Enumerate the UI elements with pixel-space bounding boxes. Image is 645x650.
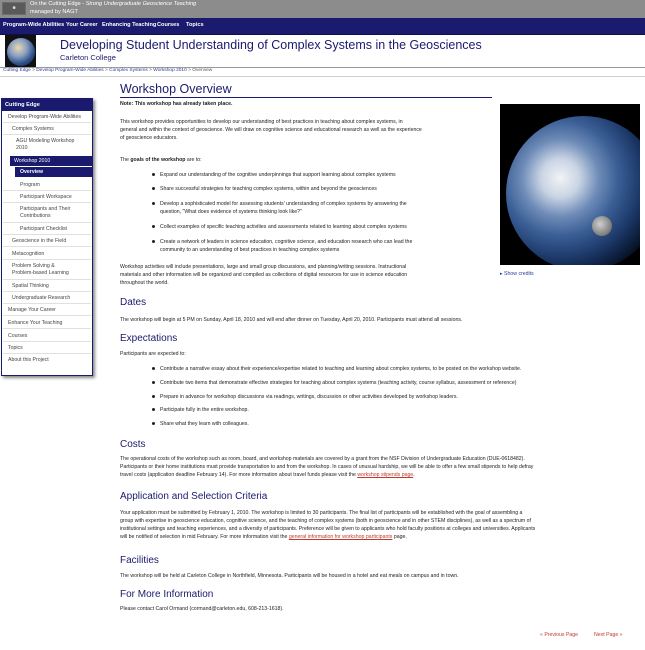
intro-paragraph (120, 118, 495, 142)
goals-bold: goals of the workshop (130, 157, 186, 163)
bullet-dot (152, 173, 155, 176)
sidebar-item-topics[interactable]: Topics (8, 345, 23, 351)
expectation-text: Participate fully in the entire workshop. (160, 407, 249, 413)
activities-paragraph (120, 263, 498, 287)
breadcrumb-separator: > (30, 68, 37, 73)
bullet-dot (152, 202, 155, 205)
costs-line-end: . (413, 472, 415, 478)
goal-text: Expand our understanding of the cognitive underpinnings that support learning about complex systems (160, 172, 396, 178)
nav-your-career[interactable]: Your Career (66, 22, 98, 28)
workshop-stipends-link[interactable]: workshop stipends page (357, 472, 414, 478)
expectation-text: Prepare in advance for workshop discussions via readings, writings, discussion or other activities developed by workshop leaders. (160, 394, 458, 400)
site-topbar (0, 0, 645, 18)
sidebar-item-workshop-2010[interactable]: Workshop 2010 (14, 158, 51, 164)
dates-heading: Dates (120, 297, 147, 308)
expectations-heading: Expectations (120, 333, 178, 344)
sidebar-divider (3, 303, 91, 304)
sidebar-item-contributions[interactable]: Contributions (20, 213, 51, 219)
sidebar-divider (3, 202, 91, 203)
breadcrumb-divider (0, 76, 645, 77)
page-title: Workshop Overview (120, 82, 232, 96)
sidebar-divider (3, 222, 91, 223)
sidebar-item-program[interactable]: Program (20, 182, 40, 188)
activities-line: throughout the world. (120, 280, 169, 286)
nav-program-wide-abilities[interactable]: Program-Wide Abilities (3, 22, 65, 28)
expectation-text: Contribute a narrative essay about their experience/expertise related to teaching and learning about complex systems, to be posted on the workshop website. (160, 366, 522, 372)
goal-text: Create a network of leaders in science education, cognitive science, and education research who can lead the (160, 239, 413, 245)
sidebar-divider (3, 190, 91, 191)
goal-text: Develop a sophisticated model for assessing students' understanding of complex systems by answering the (160, 201, 407, 207)
bullet-dot (152, 367, 155, 370)
sidebar-item-checklist[interactable]: Participant Checklist (20, 226, 67, 232)
intro-line: This workshop provides opportunities to develop our understanding of best practices in teaching about complex systems, in (120, 119, 403, 125)
goal-item (160, 185, 377, 193)
goal-text: Collect examples of specific teaching activities and assessments related to learning about complex systems (160, 224, 407, 230)
sidebar-divider (3, 279, 91, 280)
application-line: institutional settings and teaching experiences, and a diversity of participants. Preference will be given to applicants who hold faculty positions at colleges and universities. Applicants (120, 526, 536, 532)
sidebar-item-about[interactable]: About this Project (8, 357, 49, 363)
intro-line: of geoscience educators. (120, 135, 178, 141)
previous-page-link[interactable]: « Previous Page (540, 632, 579, 638)
sidebar-item-program-wide[interactable]: Develop Program-Wide Abilities (8, 114, 81, 120)
bullet-dot (152, 408, 155, 411)
sidebar-heading[interactable]: Cutting Edge (2, 99, 92, 111)
bullet-dot (152, 381, 155, 384)
sidebar-item-participants[interactable]: Participants and Their (20, 206, 71, 212)
goal-item (160, 238, 412, 254)
goals-prefix: The (120, 157, 131, 163)
costs-heading: Costs (120, 439, 146, 450)
top-nav (0, 18, 645, 35)
breadcrumb-link-cutting-edge[interactable]: Cutting Edge (3, 68, 31, 73)
sidebar-divider (3, 353, 91, 354)
costs-paragraph (120, 455, 533, 479)
general-information-link[interactable]: general information for workshop participants (288, 534, 393, 540)
managed-by[interactable]: managed by NAGT (30, 9, 78, 15)
costs-line-text: travel costs (application deadline February 14). For more information about travel funds please visit the (120, 472, 358, 478)
activities-line: materials and other information will be organized and compiled as collections of digital resources for use in science education (120, 272, 408, 278)
expectation-item (160, 379, 516, 387)
sidebar-divider (3, 315, 91, 316)
breadcrumb-separator: > (147, 68, 154, 73)
sidebar-item-geoscience-field[interactable]: Geoscience in the Field (12, 238, 67, 244)
breadcrumb-link-workshop-2010[interactable]: Workshop 2010 (153, 68, 187, 73)
page-header (0, 35, 645, 67)
sidebar-item-courses[interactable]: Courses (8, 333, 28, 339)
serc-logo[interactable] (2, 2, 26, 15)
sidebar-item-agu-modeling[interactable]: AGU Modeling Workshop (16, 138, 75, 144)
sidebar-item-spatial-thinking[interactable]: Spatial Thinking (12, 283, 49, 289)
costs-line (120, 471, 533, 479)
sidebar-item-metacognition[interactable]: Metacognition (12, 251, 45, 257)
expectations-intro: Participants are expected to: (120, 351, 186, 357)
site-title[interactable]: Developing Student Understanding of Complex Systems in the Geosciences (60, 38, 482, 52)
moon (592, 216, 612, 236)
sidebar-divider (3, 259, 91, 260)
nav-topics[interactable]: Topics (186, 22, 204, 28)
breadcrumb-current: Overview (192, 68, 213, 73)
sidebar-item-complex-systems[interactable]: Complex Systems (12, 126, 54, 132)
sidebar-divider (3, 328, 91, 329)
costs-line: The operational costs of the workshop such as room, board, and workshop materials are covered by a grant from the NSF Division of Undergraduate Education (DUE-0618482). (120, 456, 525, 462)
site-tagline[interactable] (30, 1, 196, 7)
application-line-text: will be notified of selection in mid February. For more information visit the (120, 534, 289, 540)
sidebar-nav (1, 98, 93, 376)
dates-text: The workshop will begin at 5 PM on Sunday, April 18, 2010 and will end after dinner on Tuesday, April 20, 2010. Participants must attend all sessions. (120, 317, 463, 323)
goal-text: question, "What does evidence of systems thinking look like?" (160, 209, 302, 215)
breadcrumb-link-program-wide[interactable]: Develop Program-Wide Abilities (36, 68, 104, 73)
costs-line: Participants or their home institutions must provide transportation to and from the workshop. In cases of unusual hardship, we will be able to offer a few small stipends to help defray (120, 464, 534, 470)
note-text: Note: This workshop has already taken place. (120, 101, 233, 107)
more-info-heading: For More Information (120, 589, 214, 600)
bullet-dot (152, 225, 155, 228)
facilities-text: The workshop will be held at Carleton College in Northfield, Minnesota. Participants will be housed in a hotel and eat meals on campus and in town. (120, 573, 459, 579)
sidebar-divider (3, 234, 91, 235)
earth-moon-photo (500, 104, 640, 265)
application-line-end: page. (392, 534, 407, 540)
expectation-item (160, 420, 249, 428)
breadcrumb-separator: > (103, 68, 110, 73)
expectation-item (160, 365, 521, 373)
nav-enhancing-teaching[interactable]: Enhancing Teaching (102, 22, 157, 28)
sidebar-item-problem-based[interactable]: Problem-based Learning (12, 270, 69, 276)
goals-intro (120, 156, 202, 164)
application-heading: Application and Selection Criteria (120, 491, 268, 502)
application-line: group with expertise in geoscience education, cognitive science, and the teaching of complex systems (both in geoscience and in other STEM disciplines), as well as a spectrum of (120, 518, 531, 524)
facilities-heading: Facilities (120, 555, 159, 566)
title-underline (120, 97, 492, 98)
goal-item (160, 171, 396, 179)
goal-text: community to an understanding of best practices in teaching complex systems (160, 247, 340, 253)
goal-item (160, 200, 407, 216)
bullet-dot (152, 240, 155, 243)
bullet-dot (152, 395, 155, 398)
goal-text: Share successful strategies for teaching complex systems, within and beyond the geosciences (160, 186, 377, 192)
sidebar-item-problem-solving[interactable]: Problem Solving & (12, 263, 55, 269)
intro-line: general and within the context of geoscience. We will draw on cognitive science and educational research as well as the experience (120, 127, 422, 133)
earth-globe (506, 116, 640, 265)
sidebar-item-overview[interactable]: Overview (20, 169, 44, 175)
breadcrumb-link-complex-systems[interactable]: Complex Systems (109, 68, 148, 73)
sidebar-divider (3, 341, 91, 342)
earth-graphic (7, 38, 35, 66)
breadcrumb-separator: > (186, 68, 193, 73)
expectation-text: Contribute two items that demonstrate effective strategies for teaching about complex systems (teaching activity, course syllabus, assessment or reference) (160, 380, 517, 386)
activities-line: Workshop activities will include presentations, large and small group discussions, and planning/writing sessions. Instructional (120, 264, 407, 270)
breadcrumb (3, 68, 212, 73)
sidebar-item-undergrad-research[interactable]: Undergraduate Research (12, 295, 71, 301)
next-page-link[interactable]: Next Page » (594, 632, 623, 638)
goals-suffix: are to: (185, 157, 202, 163)
expectation-item (160, 393, 458, 401)
expectation-text: Share what they learn with colleagues. (160, 421, 249, 427)
site-subtitle: Carleton College (60, 53, 116, 62)
more-info-text: Please contact Carol Ormand (cormand@carleton.edu, 608-213-1618). (120, 606, 284, 612)
sidebar-item-manage-career[interactable]: Manage Your Career (8, 307, 56, 313)
sidebar-divider (3, 122, 91, 123)
sidebar-divider (3, 291, 91, 292)
sidebar-divider (3, 134, 91, 135)
application-line (120, 533, 535, 541)
goal-item (160, 223, 407, 231)
expectation-item (160, 406, 249, 414)
nav-courses[interactable]: Courses (157, 22, 180, 28)
sidebar-item-enhance-teaching[interactable]: Enhance Your Teaching (8, 320, 63, 326)
tagline-italic: Strong Undergraduate Geoscience Teaching (85, 1, 197, 7)
tagline-prefix: On the Cutting Edge - (30, 1, 86, 7)
bullet-dot (152, 187, 155, 190)
logo-mark: ■ (12, 5, 16, 11)
application-line: Your application must be submitted by February 1, 2010. The workshop is limited to 30 participants. The final list of participants will be established with the goal of assembling a (120, 510, 523, 516)
header-earth-image (5, 35, 36, 67)
sidebar-item-agu-modeling-year[interactable]: 2010 (16, 145, 28, 151)
application-paragraph (120, 509, 535, 541)
bullet-dot (152, 422, 155, 425)
sidebar-item-participant-workspace[interactable]: Participant Workspace (20, 194, 72, 200)
show-credits-link[interactable]: ▸ Show credits (500, 271, 534, 277)
sidebar-divider (3, 246, 91, 247)
